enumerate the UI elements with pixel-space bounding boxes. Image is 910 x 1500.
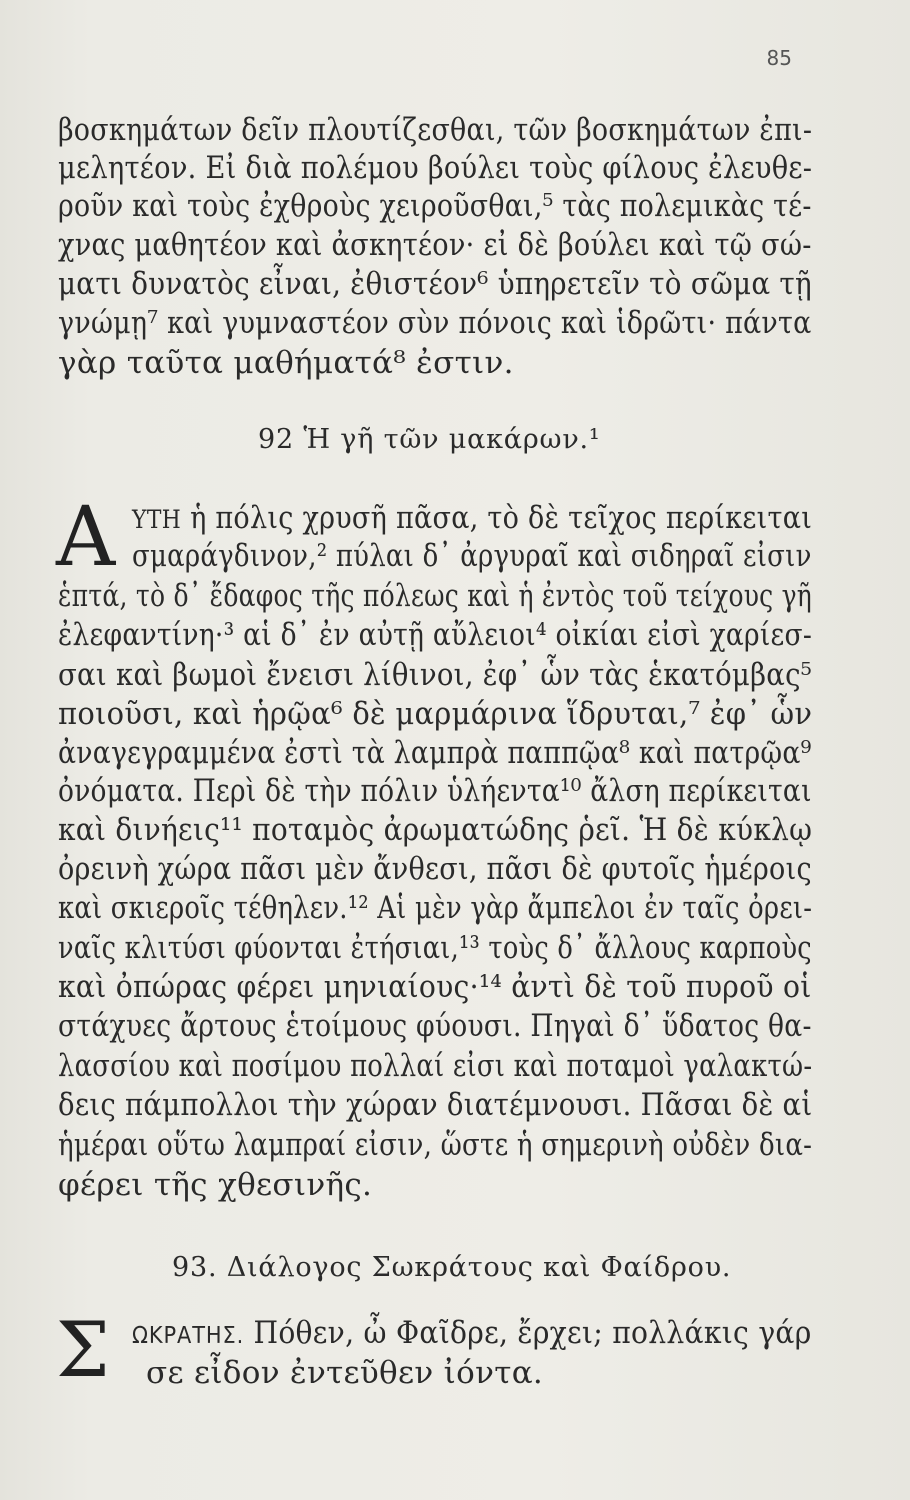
first-word-capitals: ΩΚΡΑΤΗΣ. xyxy=(132,1323,245,1349)
text-line: ἡμέραι οὕτω λαμπραί εἰσιν, ὥστε ἡ σημερινὴ οὐδὲν δια- xyxy=(58,1127,813,1163)
text-line: ματι δυνατὸς εἶναι, ἐθιστέον⁶ ὑπηρετεῖν τὸ σῶμα τῇ xyxy=(58,266,812,302)
text-line: σαι καὶ βωμοὶ ἔνεισι λίθινοι, ἐφ᾽ ὧν τὰς ἑκατόμβας⁵ xyxy=(58,657,813,693)
text-line-first xyxy=(132,1315,812,1354)
text-line: γνώμῃ⁷ καὶ γυμναστέον σὺν πόνοις καὶ ἱδρῶτι· πάντα xyxy=(58,305,812,341)
page-number: 85 xyxy=(766,46,792,70)
section-heading-92: 92 Ἡ γῆ τῶν μακάρων.¹ xyxy=(258,424,601,455)
section-heading-93: 93. Διάλογος Σωκράτους καὶ Φαίδρου. xyxy=(172,1252,732,1283)
text-line: χνας μαθητέον καὶ ἀσκητέον· εἰ δὲ βούλει καὶ τῷ σώ- xyxy=(58,227,812,263)
text-line: καὶ δινήεις¹¹ ποταμὸς ἀρωματώδης ῥεῖ. Ἡ δὲ κύκλῳ xyxy=(58,812,813,848)
text-line: ποιοῦσι, καὶ ἡρῷα⁶ δὲ μαρμάρινα ἵδρυται,⁷ ἐφ᾽ ὧν xyxy=(58,696,813,732)
drop-cap-letter: Σ xyxy=(56,1305,110,1394)
first-word-capitals: ΥΤΗ xyxy=(132,505,182,534)
text-line: φέρει τῆς χθεσινῆς. xyxy=(58,1167,373,1203)
text-line: ναῖς κλιτύσι φύονται ἐτήσιαι,¹³ τοὺς δ᾽ ἄλλους καρποὺς xyxy=(58,930,812,966)
text-line: σε εἶδον ἐντεῦθεν ἰόντα. xyxy=(146,1355,544,1391)
text-line: γὰρ ταῦτα μαθήματά⁸ ἐστιν. xyxy=(58,345,514,381)
text-line: στάχυες ἄρτους ἑτοίμους φύουσι. Πηγαὶ δ᾽ ὕδατος θα- xyxy=(58,1008,812,1044)
text-line: καὶ ὀπώρας φέρει μηνιαίους·¹⁴ ἀντὶ δὲ τοῦ πυροῦ οἱ xyxy=(58,969,812,1005)
text-line: ὀρεινὴ χώρα πᾶσι μὲν ἄνθεσι, πᾶσι δὲ φυτοῖς ἡμέροις xyxy=(58,851,812,887)
text-line: βοσκημάτων δεῖν πλουτίζεσθαι, τῶν βοσκημάτων ἐπι- xyxy=(58,112,813,148)
text-line: μελητέον. Εἰ διὰ πολέμου βούλει τοὺς φίλους ἐλευθε- xyxy=(58,150,813,186)
text-line: σμαράγδινον,² πύλαι δ᾽ ἀργυραῖ καὶ σιδηραῖ εἰσιν xyxy=(132,538,812,574)
text-line: ἑπτά, τὸ δ᾽ ἔδαφος τῆς πόλεως καὶ ἡ ἐντὸς τοῦ τείχους γῆ xyxy=(58,578,813,614)
drop-cap-letter: Α xyxy=(56,490,116,585)
text-line: καὶ σκιεροῖς τέθηλεν.¹² Αἱ μὲν γὰρ ἄμπελοι ἐν ταῖς ὀρει- xyxy=(58,890,813,926)
text-line: λασσίου καὶ ποσίμου πολλαί εἰσι καὶ ποταμοὶ γαλακτώ- xyxy=(58,1048,813,1084)
text-line: ροῦν καὶ τοὺς ἐχθροὺς χειροῦσθαι,⁵ τὰς πολεμικὰς τέ- xyxy=(58,188,812,224)
text-line-first xyxy=(132,500,812,538)
text-line: ἐλεφαντίνη·³ αἱ δ᾽ ἐν αὐτῇ αὔλειοι⁴ οἰκίαι εἰσὶ χαρίεσ- xyxy=(58,617,813,653)
text-line: ὀνόματα. Περὶ δὲ τὴν πόλιν ὑλήεντα¹⁰ ἄλση περίκειται xyxy=(58,773,812,809)
text-line: δεις πάμπολλοι τὴν χώραν διατέμνουσι. Πᾶσαι δὲ αἱ xyxy=(58,1087,813,1123)
first-line-text: Πόθεν, ὦ Φαῖδρε, ἔρχει; πολλάκις γάρ xyxy=(253,1315,812,1351)
text-line: ἀναγεγραμμένα ἐστὶ τὰ λαμπρὰ παππῷα⁸ καὶ πατρῷα⁹ xyxy=(58,735,812,771)
first-line-text: ἡ πόλις χρυσῆ πᾶσα, τὸ δὲ τεῖχος περίκειται xyxy=(190,500,813,536)
